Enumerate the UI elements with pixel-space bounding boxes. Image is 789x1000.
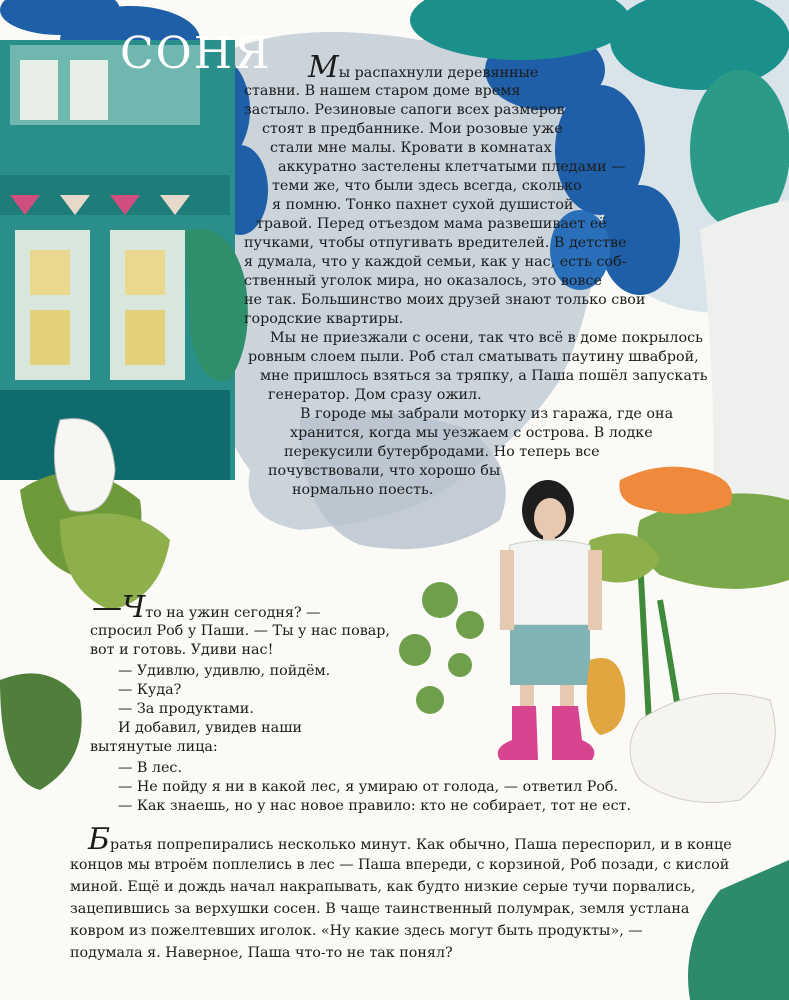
- girl-figure: [498, 480, 626, 760]
- dialogue-line: — Удивлю, удивлю, пойдём.: [118, 663, 331, 679]
- story-line: Мы не приезжали с осени, так что всё в доме покрылось: [270, 330, 703, 346]
- story-line: ставни. В нашем старом доме время: [244, 83, 521, 99]
- chapter-title: СОНЯ: [120, 28, 272, 79]
- dialogue-line: — Как знаешь, но у нас новое правило: кто не собирает, тот не ест.: [118, 798, 632, 814]
- story-line: стали мне малы. Кровати в комнатах: [270, 140, 552, 156]
- dialogue-line: спросил Роб у Паши. — Ты у нас повар,: [90, 623, 390, 639]
- dialogue-line: — За продуктами.: [118, 701, 254, 717]
- drop-cap-B: Б: [88, 822, 111, 857]
- story-line: мне пришлось взяться за тряпку, а Паша пошёл запускать: [260, 368, 708, 384]
- story-line: почувствовали, что хорошо бы: [268, 463, 501, 479]
- story-line: генератор. Дом сразу ожил.: [268, 387, 482, 403]
- dialogue-line: вытянутые лица:: [90, 739, 218, 755]
- story-line: я думала, что у каждой семьи, как у нас, есть соб-: [244, 254, 627, 270]
- drop-cap-dash-Ch: —Ч: [92, 590, 146, 625]
- story-line: ровным слоем пыли. Роб стал сматывать паутину шваброй,: [248, 349, 699, 365]
- bottom-right-foliage: [688, 860, 789, 1000]
- dialogue-line-1-rest: то на ужин сегодня? —: [145, 605, 321, 621]
- lily-pads: [399, 582, 484, 714]
- story-line: стоят в предбаннике. Мои розовые уже: [262, 121, 563, 137]
- closing-line: подумала я. Наверное, Паша что-то не так понял?: [70, 945, 453, 961]
- story-line: не так. Большинство моих друзей знают только свои: [244, 292, 646, 308]
- drop-cap-M: М: [308, 50, 339, 85]
- dialogue-line: — Куда?: [118, 682, 182, 698]
- story-line: я помню. Тонко пахнет сухой душистой: [272, 197, 574, 213]
- story-line: перекусили бутербродами. Но теперь все: [284, 444, 600, 460]
- story-line: городские квартиры.: [244, 311, 404, 327]
- story-line: застыло. Резиновые сапоги всех размеров: [244, 102, 565, 118]
- closing-line: концов мы втроём поплелись в лес — Паша впереди, с корзиной, Роб позади, с кислой: [70, 857, 730, 873]
- dialogue-line: И добавил, увидев наши: [118, 720, 303, 736]
- story-line: травой. Перед отъездом мама развешивает её: [256, 216, 607, 232]
- story-line: нормально поесть.: [292, 482, 434, 498]
- closing-line: ковром из пожелтевших иголок. «Ну какие здесь могут быть продукты», —: [70, 923, 643, 939]
- story-line: пучками, чтобы отпугивать вредителей. В детстве: [244, 235, 627, 251]
- story-line: хранится, когда мы уезжаем с острова. В лодке: [290, 425, 653, 441]
- story-line-1: [308, 50, 539, 85]
- dialogue-line: вот и готовь. Удиви нас!: [90, 642, 274, 658]
- white-shrub: [630, 693, 775, 802]
- closing-line-1: [88, 822, 732, 857]
- dialogue-line-1: [92, 590, 321, 625]
- closing-line: миной. Ещё и дождь начал накрапывать, как будто низкие серые тучи порвались,: [70, 879, 696, 895]
- dialogue-line: — Не пойду я ни в какой лес, я умираю от голода, — ответил Роб.: [118, 779, 619, 795]
- dialogue-line: — В лес.: [118, 760, 182, 776]
- story-line-1-rest: ы распахнули деревянные: [338, 65, 539, 81]
- story-line: В городе мы забрали моторку из гаража, где она: [300, 406, 674, 422]
- story-line: теми же, что были здесь всегда, сколько: [272, 178, 582, 194]
- closing-line: зацепившись за верхушки сосен. В чаще таинственный полумрак, земля устлана: [70, 901, 690, 917]
- closing-line-1-rest: ратья попрепирались несколько минут. Как обычно, Паша переспорил, и в конце: [110, 837, 732, 853]
- story-line: аккуратно застелены клетчатыми пледами —: [278, 159, 626, 175]
- story-line: ственный уголок мира, но оказалось, это вовсе: [244, 273, 602, 289]
